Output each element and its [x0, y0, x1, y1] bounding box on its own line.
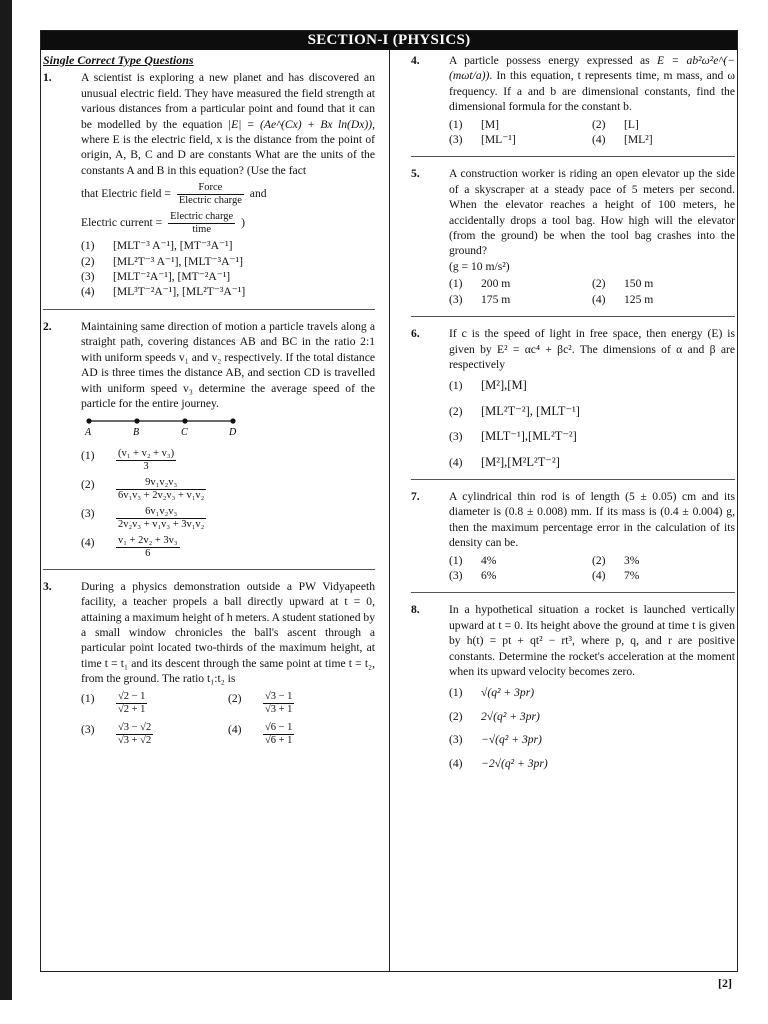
question-paper-frame: [40, 30, 738, 972]
question-number: 1.: [43, 71, 52, 85]
option-text: −√(q² + 3pr): [481, 733, 542, 747]
question-2: [43, 319, 375, 560]
hint-suffix: and: [249, 187, 267, 201]
option[interactable]: [449, 292, 592, 307]
option-number: (2): [228, 691, 242, 705]
numerator: √3 − 1: [265, 690, 293, 702]
fraction: [263, 691, 294, 716]
right-column: [411, 53, 735, 771]
question-separator: [411, 156, 735, 157]
option[interactable]: [81, 269, 375, 284]
numerator: Force: [177, 182, 244, 195]
point-b-label: B: [133, 427, 140, 438]
option-number: (3): [81, 506, 95, 520]
denominator: √6 + 1: [265, 734, 293, 746]
option[interactable]: [592, 553, 735, 568]
fraction: [116, 448, 176, 473]
section-label: Single Correct Type Questions: [43, 53, 194, 67]
q1-hint-current: [81, 211, 375, 236]
q4-equation: E = ab²ω²e^(−(mωt/a)): [449, 54, 736, 83]
option-number: (2): [449, 404, 463, 418]
fraction: [177, 182, 244, 207]
question-number: 7.: [411, 489, 420, 503]
question-text: [81, 70, 375, 178]
option[interactable]: [449, 709, 735, 724]
denominator: 6v₁v₃ + 2v₂v₃ + v₁v₂: [118, 489, 205, 501]
option-text: 2√(q² + 3pr): [481, 709, 540, 723]
option-text: [M]: [481, 117, 500, 131]
denominator: 3: [143, 460, 149, 472]
question-text: During a physics demonstration outside a PW Vidyapeeth facility, a teacher propels a ball directly upward at t = 0, attaining a maximum height of h meters. A student stationed by a small window chronicles the ball's ascent through a particular point located two-thirds of the maximum height, at time t = t₁ and its descent through the same point at time t = t₂, from the ground. The ratio t₁:t₂ is: [81, 579, 375, 686]
q4-text-a: A particle possess energy expressed as: [449, 54, 650, 67]
denominator: √3 + √2: [118, 734, 152, 746]
line-segment-diagram: [81, 415, 375, 441]
option-number: (4): [228, 722, 242, 736]
hint-label: that Electric field =: [81, 187, 171, 201]
left-column: [43, 53, 375, 747]
question-5: [411, 166, 735, 307]
option-number: (4): [81, 285, 95, 299]
question-text: Maintaining same direction of motion a particle travels along a straight path, covering distances AB and BC in the ratio 2:1 with uniform speeds v₁ and v₂ respectively. If the total distance AD is three times the distance AB, and section CD is travelled with uniform speed v₃ determine the average speed of the particle for the entire journey.: [81, 319, 375, 410]
option-text: 125 m: [624, 292, 654, 306]
option[interactable]: [449, 568, 592, 583]
option[interactable]: [449, 276, 592, 291]
option-text: −2√(q² + 3pr): [481, 756, 548, 770]
denominator: time: [192, 224, 211, 236]
option[interactable]: [449, 455, 735, 470]
question-text: A construction worker is riding an open elevator up the side of a skyscraper at a steady pace of 5 meters per second. When the elevator reaches a height of 100 meters, he accidentally drops a tool bag. How high will the elevator (from the ground) be when the tool bag crashes into the ground?: [449, 167, 735, 258]
option-text: [MLT⁻³ A⁻¹], [MT⁻³A⁻¹]: [113, 239, 233, 253]
option-number: (3): [449, 133, 463, 147]
option[interactable]: [81, 722, 228, 747]
option[interactable]: [449, 132, 592, 147]
fraction: [116, 535, 180, 560]
question-separator: [411, 316, 735, 317]
fraction: [116, 722, 153, 747]
segment-svg: [81, 415, 241, 437]
option-number: (1): [449, 686, 463, 700]
option[interactable]: [449, 378, 735, 393]
option-text: [ML²]: [624, 133, 653, 147]
option[interactable]: [81, 254, 375, 269]
question-separator: [43, 309, 375, 310]
fraction: [116, 477, 206, 502]
q5-options: [449, 276, 735, 307]
option-text: [L]: [624, 117, 639, 131]
option-number: (1): [449, 277, 463, 291]
option-text: 7%: [624, 568, 640, 582]
denominator: √2 + 1: [118, 703, 146, 715]
q6-options: [449, 378, 735, 470]
option-number: (1): [449, 117, 463, 131]
option[interactable]: [81, 284, 375, 299]
option[interactable]: [592, 568, 735, 583]
q3-options: [81, 691, 375, 747]
option-text: [M²],[M]: [481, 378, 527, 393]
option[interactable]: [592, 276, 735, 291]
question-7: [411, 489, 735, 583]
option-number: (1): [81, 239, 95, 253]
question-text: If c is the speed of light in free space, then energy (E) is given by E² = αc⁴ + βc². The dimensions of α and β are respectively: [449, 327, 735, 371]
option[interactable]: [592, 117, 735, 132]
option[interactable]: [81, 506, 375, 531]
option-number: (4): [449, 756, 463, 770]
numerator: √2 − 1: [118, 690, 146, 702]
hint-label: Electric current =: [81, 216, 163, 230]
option[interactable]: [449, 756, 735, 771]
question-number: 5.: [411, 167, 420, 181]
option[interactable]: [592, 132, 735, 147]
question-4: [411, 53, 735, 147]
option[interactable]: [449, 404, 735, 419]
option-number: (2): [81, 254, 95, 268]
option-number: (2): [592, 277, 606, 291]
option-text: 175 m: [481, 292, 511, 306]
q1-text-b: , where E is the electric field, x is the distance from the point of origin, A, B, C and D are constants What are the units of the constants A and B in this equation? (Use the fact: [81, 117, 375, 177]
q4-text-b: . In this equation, t represents time, m mass, and ω frequency. If a and b are dimensional constants, find the dimensional formula for the constant b.: [449, 69, 735, 114]
column-divider: [389, 50, 390, 971]
fraction: [116, 506, 206, 531]
option-number: (3): [81, 722, 95, 736]
option-text: √(q² + 3pr): [481, 686, 535, 700]
question-separator: [411, 592, 735, 593]
q8-options: [449, 685, 735, 771]
option[interactable]: [449, 553, 592, 568]
question-separator: [43, 569, 375, 570]
q4-options: [449, 117, 735, 148]
option[interactable]: [81, 448, 375, 473]
denominator: 2v₂v₃ + v₁v₃ + 3v₁v₂: [118, 518, 205, 530]
option-text: [MLT⁻²A⁻¹], [MT⁻²A⁻¹]: [113, 270, 231, 284]
option-number: (3): [449, 292, 463, 306]
q7-options: [449, 553, 735, 584]
option[interactable]: [449, 685, 735, 700]
page-number: [2]: [718, 976, 732, 990]
option-text: [ML⁻¹]: [481, 133, 516, 147]
question-number: 3.: [43, 579, 52, 593]
option-number: (1): [449, 379, 463, 393]
question-number: 2.: [43, 319, 52, 333]
option[interactable]: [228, 691, 375, 716]
option-text: 150 m: [624, 277, 654, 291]
question-number: 8.: [411, 603, 420, 617]
option-number: (2): [81, 477, 95, 491]
numerator: √3 − √2: [118, 721, 152, 733]
point-c-label: C: [181, 427, 188, 438]
q1-hint-field: [81, 182, 375, 207]
option[interactable]: [449, 429, 735, 444]
denominator: 6: [145, 547, 151, 559]
q5-given: (g = 10 m/s²): [449, 259, 510, 273]
option-number: (3): [81, 270, 95, 284]
option-number: (1): [449, 553, 463, 567]
q1-equation: |E| = (Ae^(Cx) + Bx ln(Dx)): [227, 117, 373, 131]
denominator: Electric charge: [178, 195, 242, 207]
option-number: (3): [449, 568, 463, 582]
option-text: 3%: [624, 553, 640, 567]
question-number: 6.: [411, 327, 420, 341]
question-separator: [411, 479, 735, 480]
option-number: (2): [592, 117, 606, 131]
numerator: 9v₁v₂v₃: [116, 477, 206, 490]
q2-options: [81, 448, 375, 560]
option-number: (1): [81, 691, 95, 705]
option-number: (2): [592, 553, 606, 567]
question-text: [449, 53, 735, 115]
question-3: [43, 579, 375, 747]
numerator: √6 − 1: [265, 721, 293, 733]
option[interactable]: [228, 722, 375, 747]
option-number: (4): [449, 455, 463, 469]
option-text: [ML²T⁻²], [MLT⁻¹]: [481, 403, 580, 418]
option-number: (4): [592, 568, 606, 582]
numerator: 6v₁v₂v₃: [116, 506, 206, 519]
option-text: [MLT⁻¹],[ML²T⁻²]: [481, 429, 577, 444]
option-number: (4): [592, 133, 606, 147]
numerator: (v₁ + v₂ + v₃): [118, 447, 175, 459]
option-number: (1): [81, 448, 95, 462]
point-a-label: A: [85, 427, 92, 438]
q1-options: [81, 238, 375, 300]
option[interactable]: [592, 292, 735, 307]
question-8: [411, 602, 735, 771]
hint-suffix: ): [241, 216, 245, 230]
option[interactable]: [449, 117, 592, 132]
option[interactable]: [81, 535, 375, 560]
numerator: v₁ + 2v₂ + 3v₃: [118, 534, 178, 546]
option-number: (3): [449, 733, 463, 747]
option-number: (3): [449, 430, 463, 444]
option-text: [M²],[M²L²T⁻²]: [481, 454, 560, 469]
option-text: [ML³T⁻²A⁻¹], [ML²T⁻³A⁻¹]: [113, 285, 246, 299]
option[interactable]: [81, 238, 375, 253]
option-text: 4%: [481, 553, 497, 567]
section-header: SECTION-I (PHYSICS): [41, 31, 737, 50]
q1-text-a: A scientist is exploring a new planet and has discovered an unusual electric field. They have measured the field strength at various distances from a particular point and found that it can be modelled by the equation: [81, 71, 375, 131]
question-1: [43, 70, 375, 299]
option-text: 6%: [481, 568, 497, 582]
option[interactable]: [449, 732, 735, 747]
denominator: √3 + 1: [265, 703, 293, 715]
question-6: [411, 326, 735, 470]
option-text: [ML²T⁻³ A⁻¹], [MLT⁻³A⁻¹]: [113, 254, 243, 268]
point-d-label: D: [229, 427, 237, 438]
fraction: [168, 211, 235, 236]
numerator: Electric charge: [170, 211, 234, 223]
fraction: [263, 722, 294, 747]
option[interactable]: [81, 691, 228, 716]
question-text: In a hypothetical situation a rocket is launched vertically upward at t = 0. Its height above the ground at time t is given by h(t) = pt + qt² − rt³, where p, q, and r are positive constants. Determine the rocket's acceleration at the moment when its upward velocity becomes zero.: [449, 603, 735, 678]
option[interactable]: [81, 477, 375, 502]
option-number: (2): [449, 709, 463, 723]
option-number: (4): [81, 535, 95, 549]
fraction: [116, 691, 147, 716]
left-edge-bar: [0, 0, 12, 1000]
option-number: (4): [592, 292, 606, 306]
question-text: A cylindrical thin rod is of length (5 ± 0.05) cm and its diameter is (0.8 ± 0.008) mm. If its mass is (0.4 ± 0.004) g, then the maximum percentage error in the calculation of its density can be.: [449, 489, 735, 550]
option-text: 200 m: [481, 277, 511, 291]
question-number: 4.: [411, 54, 420, 67]
